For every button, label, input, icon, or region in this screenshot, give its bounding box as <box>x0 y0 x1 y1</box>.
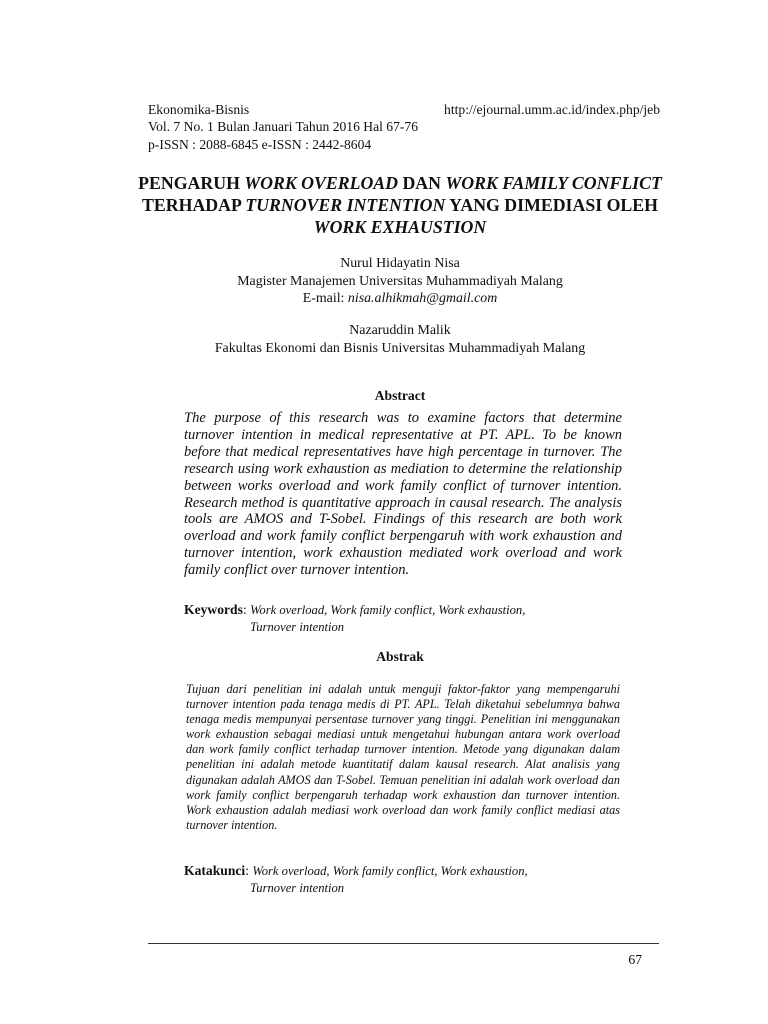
title-part-italic: WORK FAMILY CONFLICT <box>445 173 662 193</box>
keywords-label: Keywords <box>184 602 243 617</box>
title-part: DAN <box>398 173 446 193</box>
author-affiliation: Fakultas Ekonomi dan Bisnis Universitas Muhammadiyah Malang <box>214 340 586 356</box>
abstrak-text: Tujuan dari penelitian ini adalah untuk menguji faktor-faktor yang mempengaruhi turnover intention pada tenaga medis di PT. APL. Telah diketahui sebelumnya bahwa tenaga medis mempunyai persentase turnover yang tinggi. Penelitian ini menggunakan work exhaustion sebagai mediasi untuk mengetahui hubungan antara work overload dan work family conflict terhadap turnover intention. Metode yang digunakan dalam penelitian ini adalah metode kuantitatif dalam kausal research. Alat analisis yang digunakan adalah AMOS dan T-Sobel. Temuan penelitian ini adalah work overload dan work family conflict berpengaruh terhadap work exhaustion dan turnover intention. Work exhaustion adalah mediasi work overload dan work family conflict mediasi atas turnover intention. <box>186 682 620 832</box>
author-email-line <box>110 290 690 308</box>
title-part: TERHADAP <box>142 195 246 215</box>
katakunci-label: Katakunci <box>184 863 246 878</box>
journal-issn: p-ISSN : 2088-6845 e-ISSN : 2442-8604 <box>148 136 372 152</box>
journal-url[interactable]: http://ejournal.umm.ac.id/index.php/jeb <box>444 102 660 117</box>
title-part-italic: WORK EXHAUSTION <box>313 217 487 237</box>
journal-header <box>148 101 660 153</box>
abstract-heading: Abstract <box>374 388 426 403</box>
author-email[interactable]: nisa.alhikmah@gmail.com <box>347 291 498 307</box>
abstrak-heading: Abstrak <box>376 649 424 664</box>
katakunci-values-cont: Turnover intention <box>250 881 345 895</box>
author-name: Nurul Hidayatin Nisa <box>340 256 460 271</box>
author-affiliation: Magister Manajemen Universitas Muhammadiyah Malang <box>237 273 563 289</box>
keywords-values-cont: Turnover intention <box>250 620 345 634</box>
email-label: E-mail: <box>302 291 348 307</box>
keywords: Keywords: Work overload, Work family conflict, Work exhaustion, Turnover intention <box>184 601 644 636</box>
journal-header-row <box>148 101 660 118</box>
paper-title <box>120 172 680 238</box>
katakunci: Katakunci: Work overload, Work family conflict, Work exhaustion, Turnover intention <box>184 862 644 897</box>
journal-name: Ekonomika-Bisnis <box>148 102 250 117</box>
journal-volume: Vol. 7 No. 1 Bulan Januari Tahun 2016 Hal 67-76 <box>148 119 419 135</box>
katakunci-values: Work overload, Work family conflict, Work exhaustion, <box>252 864 528 878</box>
title-part-italic: TURNOVER INTENTION <box>245 195 446 215</box>
title-part: YANG DIMEDIASI OLEH <box>445 195 658 215</box>
page-number: 67 <box>628 952 642 967</box>
keywords-values: Work overload, Work family conflict, Work exhaustion, <box>250 603 526 617</box>
footer-divider <box>148 943 659 944</box>
title-part-italic: WORK OVERLOAD <box>244 173 399 193</box>
abstract-text: The purpose of this research was to examine factors that determine turnover intention in medical representative at PT. APL. To be known before that medical representatives have high percentage in turnover. The research using work exhaustion as mediation to determine the relationship between works overload and work family conflict of turnover intention. Research method is quantitative approach in causal research. The analysis tools are AMOS and T-Sobel. Findings of this research are both work overload and work family conflict berpengaruh with work exhaustion and turnover intention, work exhaustion mediated work overload and work family conflict over turnover intention. <box>184 410 622 579</box>
author-block-2 <box>110 322 690 357</box>
author-block-1 <box>110 255 690 308</box>
author-name: Nazaruddin Malik <box>349 323 451 338</box>
title-part: PENGARUH <box>138 173 245 193</box>
